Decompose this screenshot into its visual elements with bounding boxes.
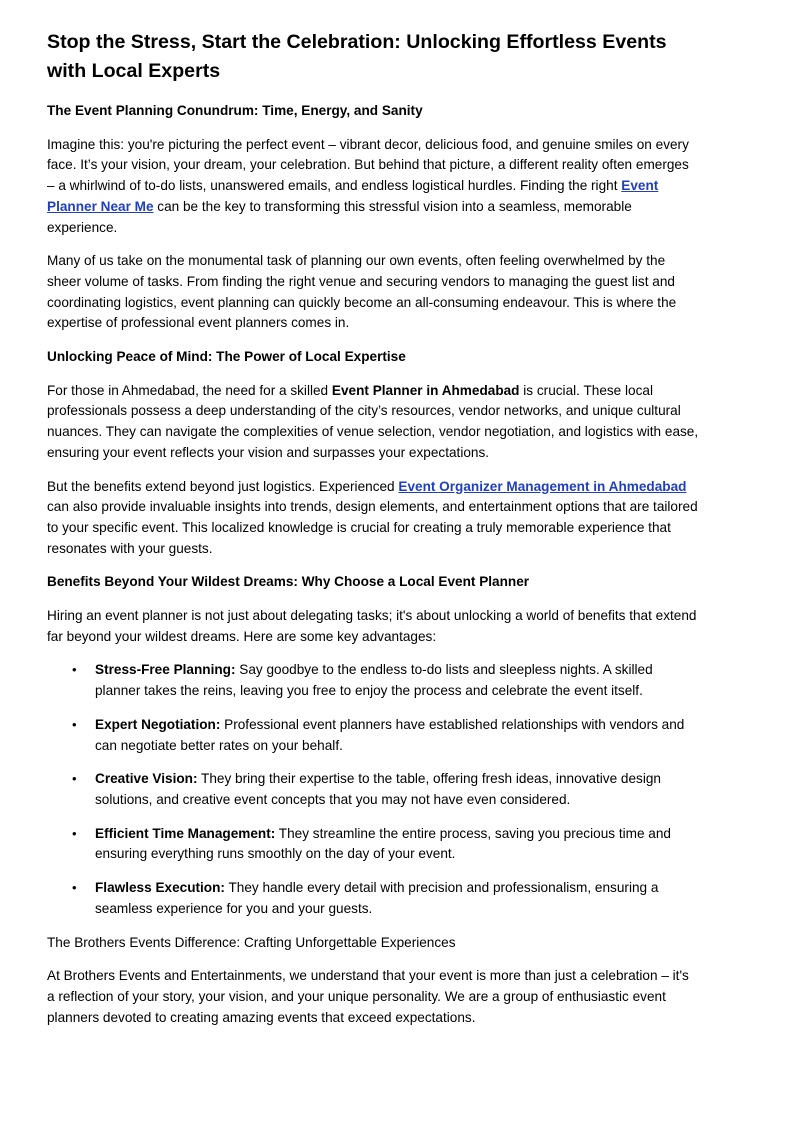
paragraph-text: can also provide invaluable insights into trends, design elements, and entertainment options that are tailored to your specific event. This localized knowledge is crucial for creating a truly memorable experience that resonates with your guests. [47,499,698,556]
list-item [72,878,700,919]
section-heading-conundrum: The Event Planning Conundrum: Time, Energy, and Sanity [47,103,423,118]
list-item-term: Flawless Execution: [95,880,225,896]
event-organizer-management-link[interactable]: Event Organizer Management in Ahmedabad [398,478,687,494]
paragraph-hiring: Hiring an event planner is not just about delegating tasks; it's about unlocking a world of benefits that extend far beyond your wildest dreams. Here are some key advantages: [47,608,697,644]
list-item [72,824,700,865]
section-heading-benefits: Benefits Beyond Your Wildest Dreams: Why Choose a Local Event Planner [47,574,530,590]
bold-phrase: Event Planner in Ahmedabad [331,382,520,398]
list-item [72,660,700,701]
bullet-icon: • [72,880,77,896]
list-item [72,715,700,756]
bullet-icon: • [72,771,77,787]
list-item-term: Creative Vision: [95,771,198,787]
section-heading-brothers-events: The Brothers Events Difference: Crafting Unforgettable Experiences [47,934,456,950]
paragraph-ahmedabad [47,381,700,464]
paragraph-imagine [47,135,700,239]
paragraph-text: Imagine this: you're picturing the perfect event – vibrant decor, delicious food, and genuine smiles on every face. It’s your vision, your dream, your celebration. But behind that picture, a different reality often emerges – a whirlwind of to-do lists, unanswered emails, and endless logistical hurdles. Finding the right [47,136,689,194]
advantages-list [47,660,700,919]
list-item-text: Professional event planners have established relationships with vendors and can negotiate better rates on your behalf. [95,716,685,753]
list-item-text: Say goodbye to the endless to-do lists and sleepless nights. A skilled planner takes the reins, leaving you free to enjoy the process and celebrate the event itself. [95,662,653,699]
list-item-term: Efficient Time Management: [95,825,276,841]
list-item-term: Expert Negotiation: [95,716,221,732]
list-item-text: They streamline the entire process, saving you precious time and ensuring everything runs smoothly on the day of your event. [95,825,671,862]
paragraph-text: can be the key to transforming this stressful vision into a seamless, memorable experience. [47,198,632,235]
paragraph-many-of-us: Many of us take on the monumental task of planning our own events, often feeling overwhelmed by the sheer volume of tasks. From finding the right venue and securing vendors to managing the guest list and coordinating logistics, event planning can quickly become an all-consuming endeavour. This is where the expertise of professional event planners comes in. [47,253,677,331]
bullet-icon: • [72,716,77,732]
list-item [72,769,700,810]
paragraph-text: For those in Ahmedabad, the need for a skilled [47,382,332,398]
list-item-text: They handle every detail with precision and professionalism, ensuring a seamless experience for you and your guests. [95,880,659,916]
paragraph-text: is crucial. These local professionals possess a deep understanding of the city’s resources, vendor networks, and unique cultural nuances. They can navigate the complexities of venue selection, vendor negotiation, and logistics with ease, ensuring your event reflects your vision and surpasses your expectations. [47,382,699,460]
event-planner-near-me-link[interactable]: Event Planner Near Me [47,178,659,214]
bullet-icon: • [72,662,77,678]
bullet-icon: • [72,825,77,841]
page-title: Stop the Stress, Start the Celebration: Unlocking Effortless Events with Local Experts [47,31,667,82]
paragraph-brothers-events: At Brothers Events and Entertainments, we understand that your event is more than just a celebration – it's a reflection of your story, your vision, and your unique personality. We are a group of enthusiastic event planners devoted to creating amazing events that exceed expectations. [47,968,689,1025]
paragraph-text: But the benefits extend beyond just logistics. Experienced [47,478,399,494]
list-item-text: They bring their expertise to the table, offering fresh ideas, innovative design solutions, and creative event concepts that you may not have even considered. [95,771,661,807]
list-item-term: Stress-Free Planning: [95,662,236,678]
paragraph-benefits-extend [47,477,700,560]
section-heading-peace-of-mind: Unlocking Peace of Mind: The Power of Local Expertise [47,349,406,365]
